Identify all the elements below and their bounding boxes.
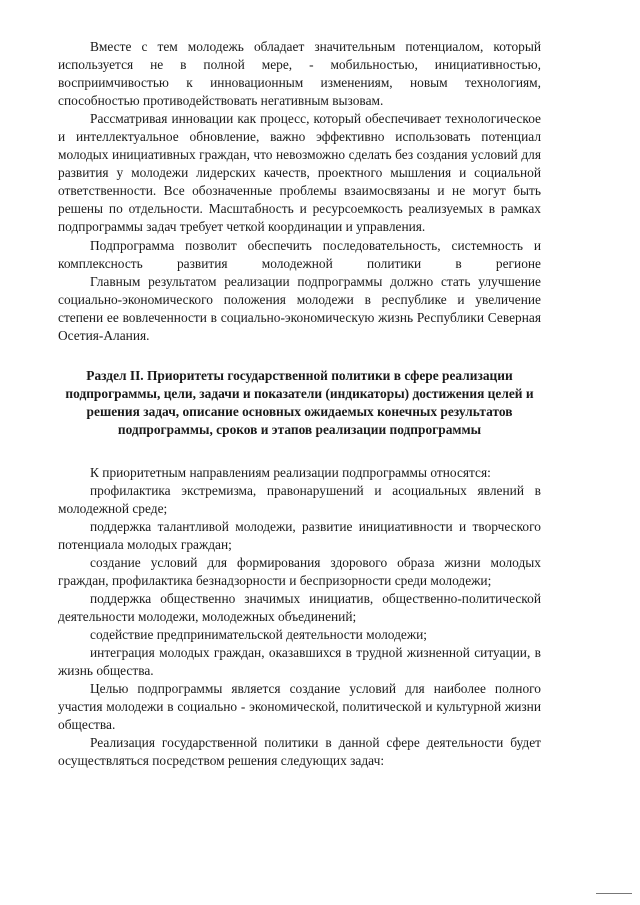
paragraph-priority-intro: К приоритетным направлениям реализации подпрограммы относятся: [90, 464, 491, 480]
section-spacer [58, 440, 541, 464]
list-item-integration: интеграция молодых граждан, оказавшихся в трудной жизненной ситуации, в жизнь общества. [58, 645, 541, 679]
paragraph-main-result: Главным результатом реализации подпрограммы должно стать улучшение социально-экономического положения молодежи в республике и увеличение степени ее вовлеченности в социально-экономическую жизнь Республики Северная Осетия-Алания. [58, 273, 541, 343]
document-page [58, 38, 541, 770]
paragraph-potential: Вместе с тем молодежь обладает значительным потенциалом, который используется не в полной мере, - мобильностью, инициативностью, восприимчивостью к инновационным изменениям, новым технологиям, способностью противодействовать негативным вызовам. [58, 39, 541, 109]
paragraph-innovation: Рассматривая инновации как процесс, который обеспечивает технологическое и интеллектуальное обновление, важно эффективно использовать потенциал молодых инициативных граждан, что невозможно сделать без создания условий для развития у молодежи лидерских качеств, проектного мышления и социальной ответственности. Все обозначенные проблемы взаимосвязаны и не могут быть решены по отдельности. Масштабность и ресурсоемкость реализуемых в рамках подпрограммы задач требует четкой координации и управления. [58, 111, 541, 235]
list-item-talent-support: поддержка талантливой молодежи, развитие инициативности и творческого потенциала молодых граждан; [58, 518, 541, 552]
list-item-healthy-lifestyle: создание условий для формирования здорового образа жизни молодых граждан, профилактика безнадзорности и беспризорности среди молодежи; [58, 554, 541, 588]
list-item-extremism-prevention: профилактика экстремизма, правонарушений и асоциальных явлений в молодежной среде; [58, 482, 541, 516]
list-item-entrepreneurship: содействие предпринимательской деятельности молодежи; [90, 627, 427, 643]
section-heading: Раздел II. Приоритеты государственной политики в сфере реализации подпрограммы, цели, задачи и показатели (индикаторы) достижения целей и решения задач, описание основных ожидаемых конечных результатов подпрограммы, сроков и этапов реализации подпрограммы [65, 367, 534, 438]
list-item-civic-initiatives: поддержка общественно значимых инициатив, общественно-политической деятельности молодежи, молодежных объединений; [58, 590, 541, 624]
scan-artifact-line [596, 893, 632, 894]
paragraph-subprogram-consistency: Подпрограмма позволит обеспечить последовательность, системность и комплексность развития молодежной политики в регионе [58, 237, 541, 271]
paragraph-goal: Целью подпрограммы является создание условий для наиболее полного участия молодежи в социально - экономической, политической и культурной жизни общества. [58, 681, 541, 733]
paragraph-implementation: Реализация государственной политики в данной сфере деятельности будет осуществляться посредством решения следующих задач: [58, 735, 541, 769]
